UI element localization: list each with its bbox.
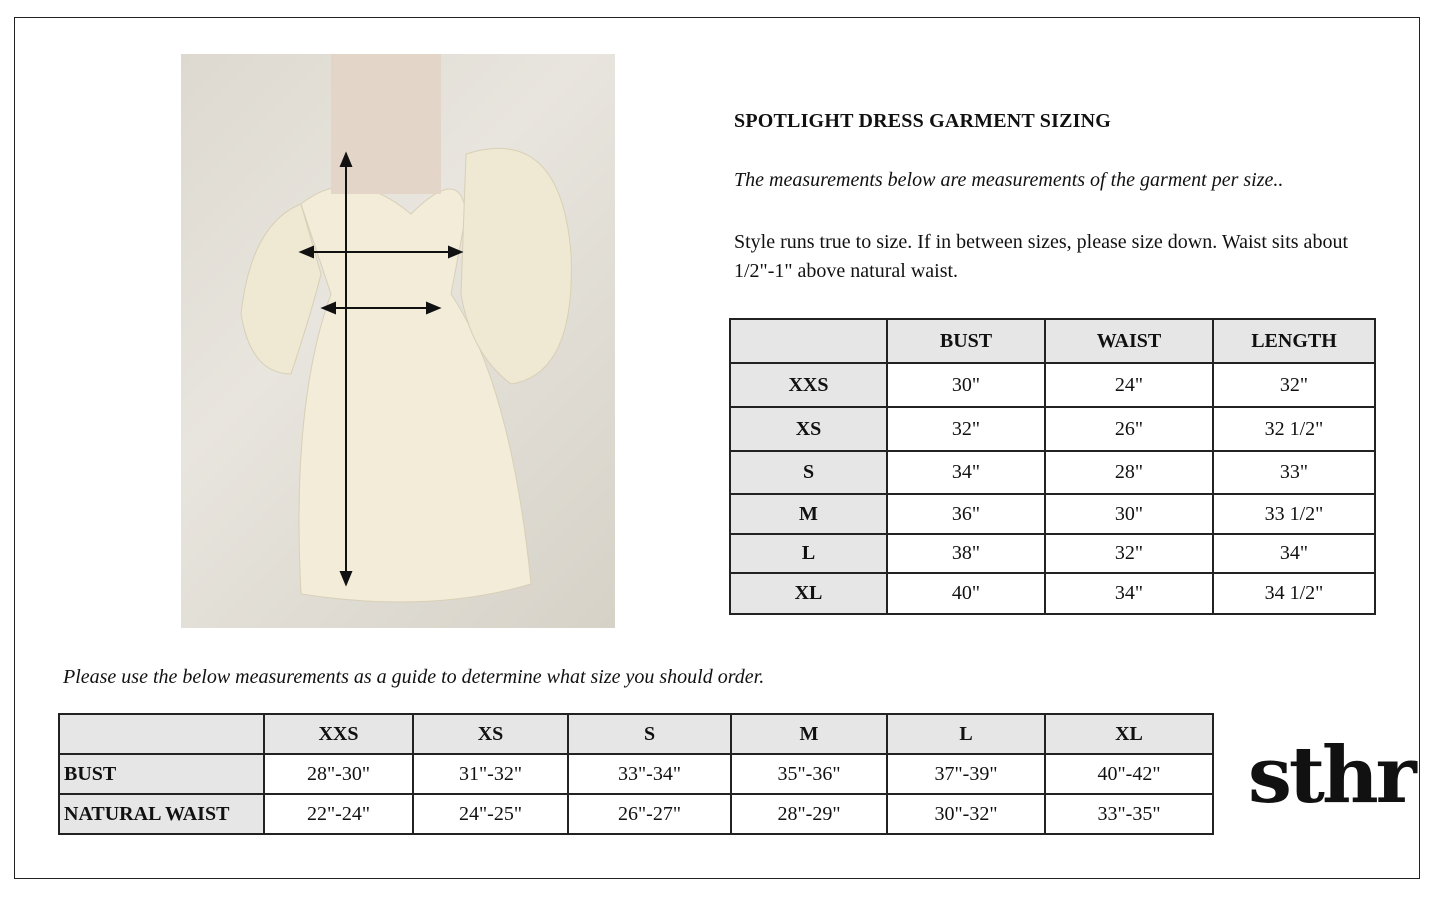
cell: 22"-24" bbox=[264, 794, 413, 834]
header-cell: BUST bbox=[887, 319, 1045, 363]
table-header-row bbox=[730, 319, 1375, 363]
cell: 28"-29" bbox=[731, 794, 887, 834]
table-header-row bbox=[59, 714, 1213, 754]
size-label: XL bbox=[730, 573, 887, 614]
cell: 33" bbox=[1213, 451, 1375, 494]
cell: 35"-36" bbox=[731, 754, 887, 794]
header-cell: M bbox=[731, 714, 887, 754]
cell: 30" bbox=[887, 363, 1045, 407]
dress-photo bbox=[181, 54, 615, 628]
table-row bbox=[730, 451, 1375, 494]
table-row bbox=[730, 534, 1375, 573]
guide-text: Please use the below measurements as a guide to determine what size you should order. bbox=[63, 666, 765, 688]
cell: 37"-39" bbox=[887, 754, 1045, 794]
header-cell: XXS bbox=[264, 714, 413, 754]
cell: 32" bbox=[887, 407, 1045, 451]
cell: 24"-25" bbox=[413, 794, 568, 834]
row-label: NATURAL WAIST bbox=[59, 794, 264, 834]
cell: 26" bbox=[1045, 407, 1213, 451]
table-row bbox=[730, 573, 1375, 614]
cell: 28"-30" bbox=[264, 754, 413, 794]
cell: 33 1/2" bbox=[1213, 494, 1375, 534]
cell: 33"-34" bbox=[568, 754, 731, 794]
table-row bbox=[730, 494, 1375, 534]
cell: 30"-32" bbox=[887, 794, 1045, 834]
cell: 32" bbox=[1045, 534, 1213, 573]
garment-size-table bbox=[729, 318, 1376, 615]
header-cell: WAIST bbox=[1045, 319, 1213, 363]
brand-logo: sthr bbox=[1248, 730, 1414, 821]
row-label: BUST bbox=[59, 754, 264, 794]
header-cell: LENGTH bbox=[1213, 319, 1375, 363]
intro-text: The measurements below are measurements of the garment per size.. bbox=[734, 169, 1284, 191]
cell: 33"-35" bbox=[1045, 794, 1213, 834]
cell: 34" bbox=[1045, 573, 1213, 614]
page-title: SPOTLIGHT DRESS GARMENT SIZING bbox=[734, 110, 1112, 132]
cell: 38" bbox=[887, 534, 1045, 573]
header-cell: XL bbox=[1045, 714, 1213, 754]
cell: 34" bbox=[887, 451, 1045, 494]
size-label: S bbox=[730, 451, 887, 494]
fit-note: Style runs true to size. If in between sizes, please size down. Waist sits about 1/2"-1" above natural waist. bbox=[734, 231, 1348, 282]
cell: 32 1/2" bbox=[1213, 407, 1375, 451]
header-cell: L bbox=[887, 714, 1045, 754]
table-row bbox=[730, 363, 1375, 407]
cell: 40" bbox=[887, 573, 1045, 614]
cell: 34" bbox=[1213, 534, 1375, 573]
table-row bbox=[59, 794, 1213, 834]
cell: 34 1/2" bbox=[1213, 573, 1375, 614]
cell: 32" bbox=[1213, 363, 1375, 407]
cell: 36" bbox=[887, 494, 1045, 534]
cell: 31"-32" bbox=[413, 754, 568, 794]
cell: 24" bbox=[1045, 363, 1213, 407]
dress-measurement-illustration bbox=[181, 54, 615, 628]
header-cell bbox=[730, 319, 887, 363]
size-label: L bbox=[730, 534, 887, 573]
cell: 26"-27" bbox=[568, 794, 731, 834]
cell: 30" bbox=[1045, 494, 1213, 534]
header-cell bbox=[59, 714, 264, 754]
table-row bbox=[730, 407, 1375, 451]
cell: 40"-42" bbox=[1045, 754, 1213, 794]
cell: 28" bbox=[1045, 451, 1213, 494]
size-label: XS bbox=[730, 407, 887, 451]
body-measurement-table bbox=[58, 713, 1214, 835]
table-row bbox=[59, 754, 1213, 794]
header-cell: XS bbox=[413, 714, 568, 754]
header-cell: S bbox=[568, 714, 731, 754]
size-label: XXS bbox=[730, 363, 887, 407]
size-label: M bbox=[730, 494, 887, 534]
